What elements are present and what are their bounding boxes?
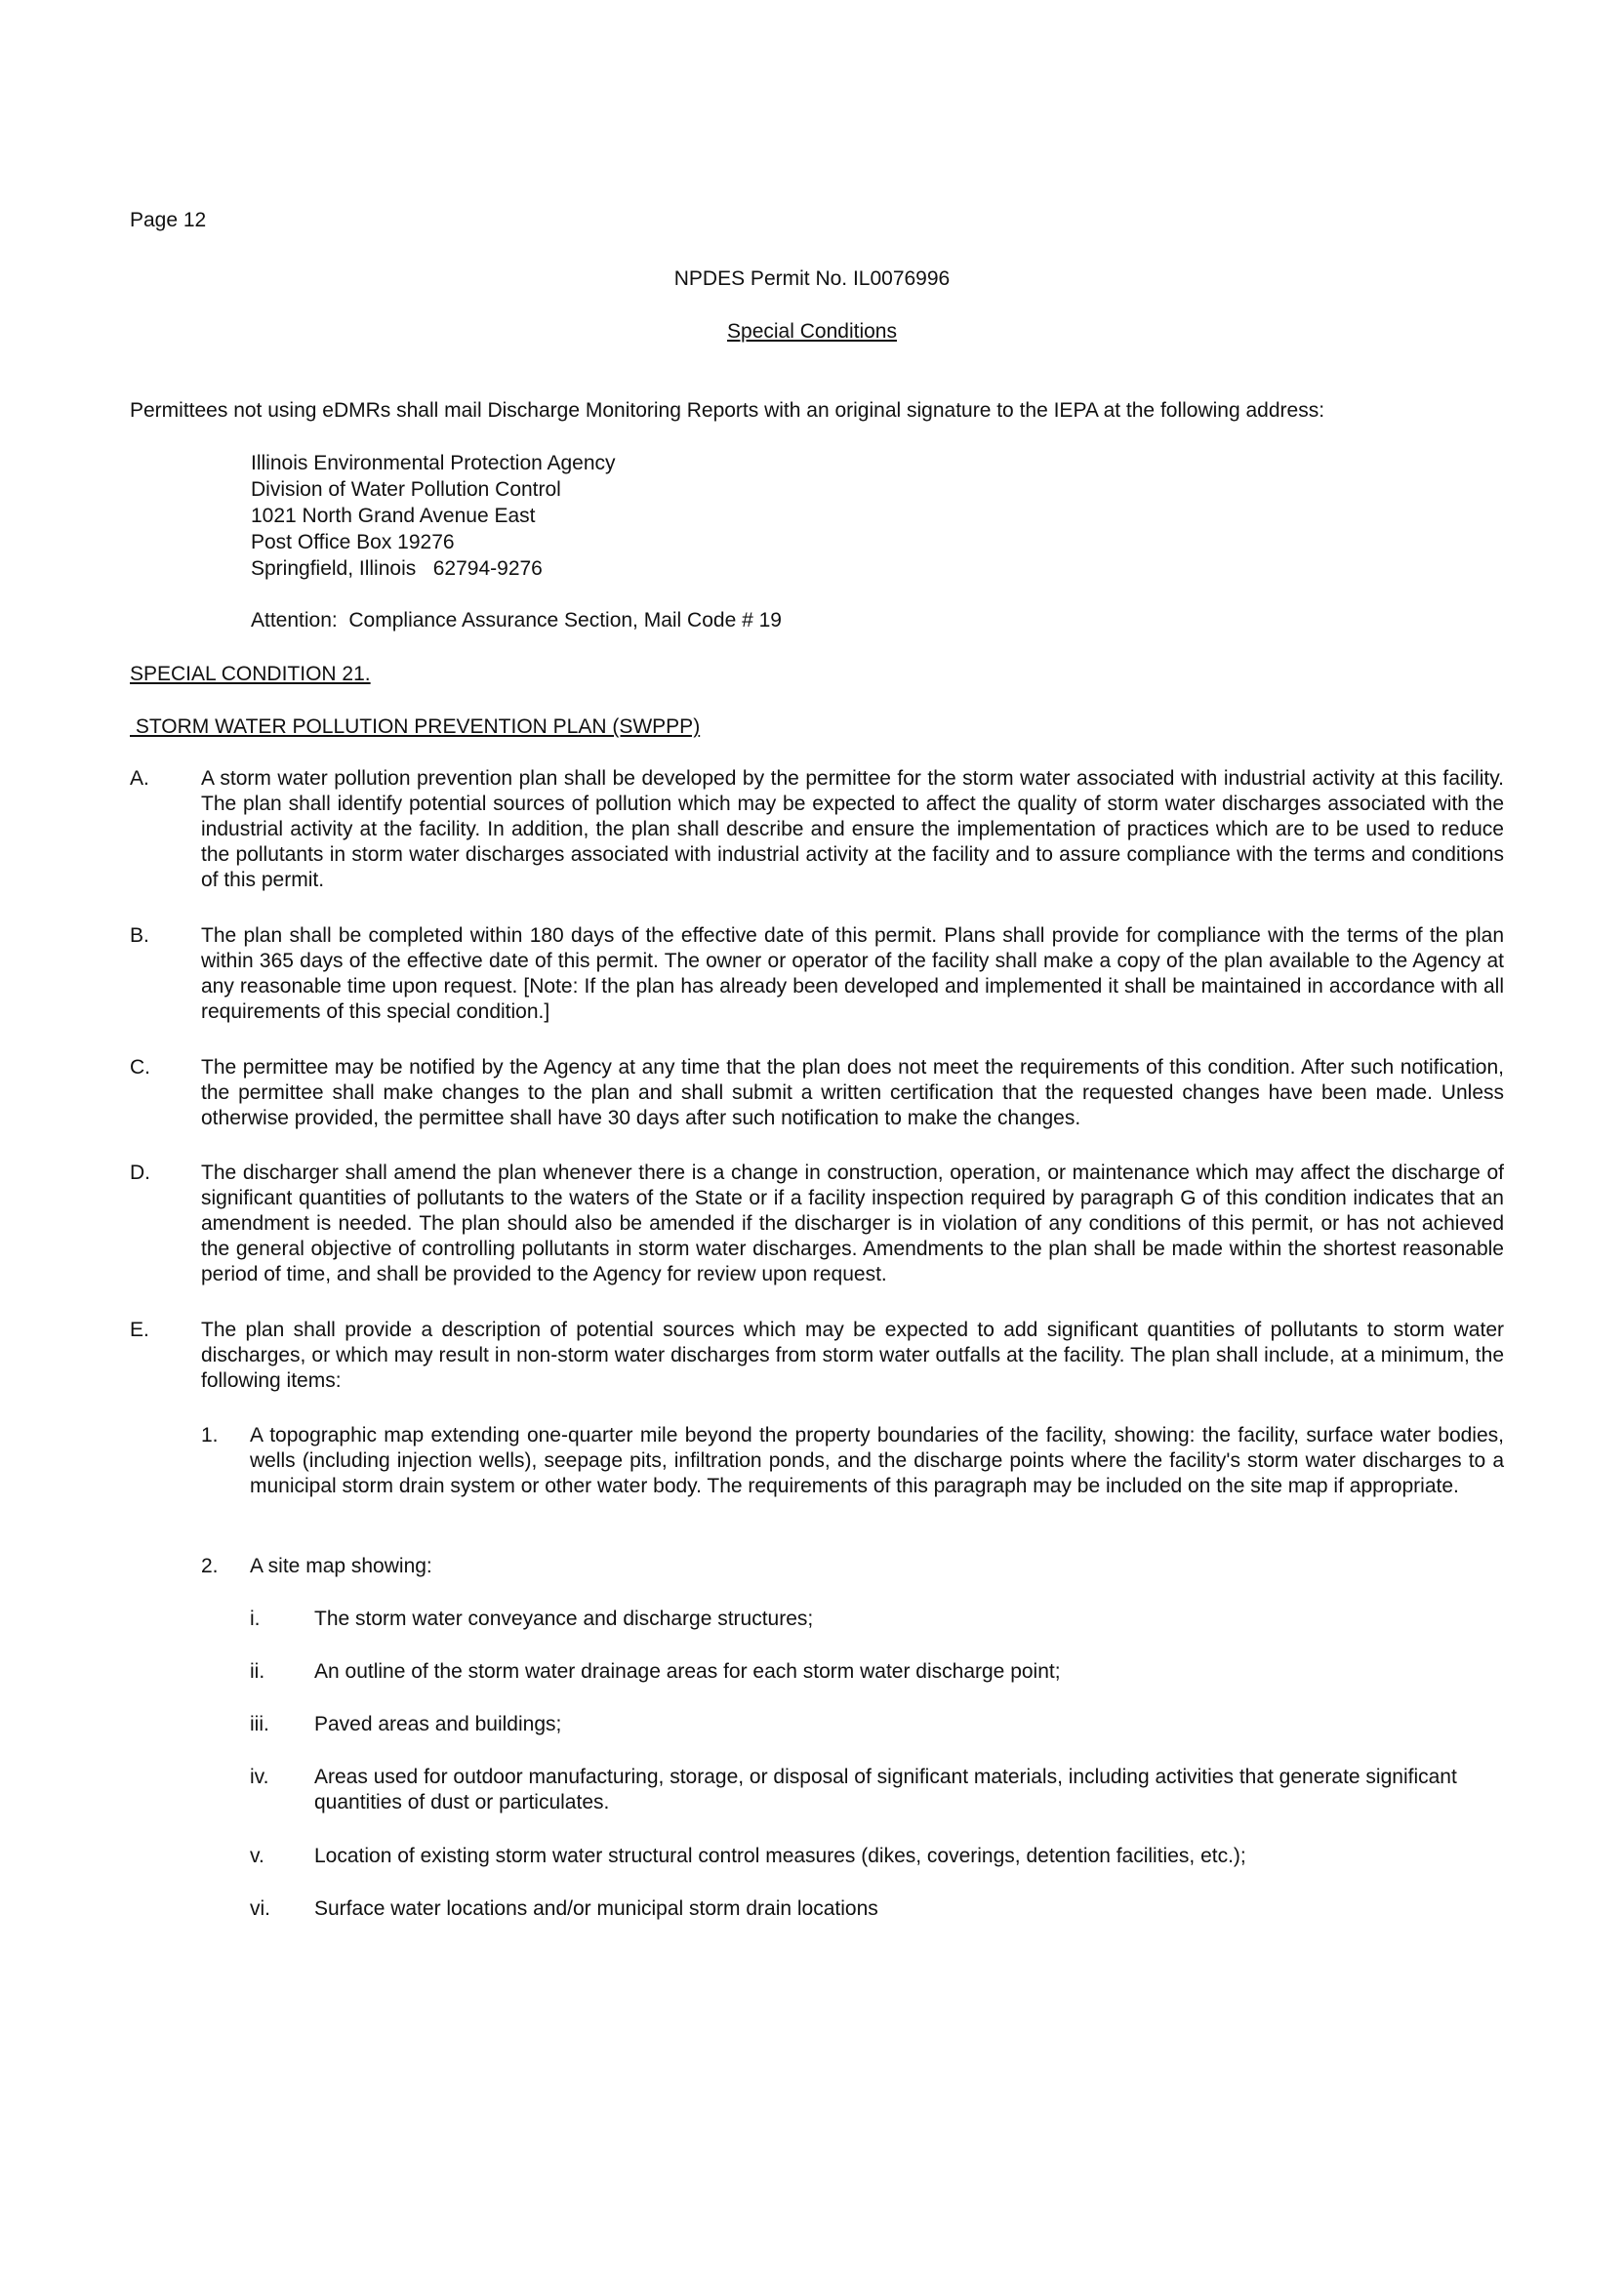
page-number: Page 12 (130, 209, 207, 231)
sub-item-marker: 1. (201, 1424, 219, 1447)
list-item (130, 923, 1504, 1025)
sub-item-text: A site map showing: (250, 1555, 432, 1577)
intro-paragraph: Permittees not using eDMRs shall mail Discharge Monitoring Reports with an original signature to the IEPA at the following address: (130, 399, 1325, 422)
roman-item-text: An outline of the storm water drainage areas for each storm water discharge point; (314, 1660, 1061, 1683)
roman-item-marker: v. (250, 1845, 264, 1867)
list-item (130, 766, 1504, 893)
sub-list-item (201, 1423, 1504, 1499)
list-item (130, 1055, 1504, 1131)
item-marker: A. (130, 767, 149, 790)
item-marker: D. (130, 1161, 150, 1184)
item-text: The plan shall provide a description of potential sources which may be expected to add significant quantities of pollutants to storm water discharges, or which may result in non-storm water discharges from storm water outfalls at the facility. The plan shall include, at a minimum, the following items: (201, 1319, 1504, 1392)
roman-item-marker: ii. (250, 1660, 265, 1683)
item-marker: B. (130, 924, 149, 947)
item-text: A storm water pollution prevention plan shall be developed by the permittee for the storm water associated with industrial activity at this facility. The plan shall identify potential sources of pollution which may be expected to affect the quality of storm water discharges associated with the industrial activity at the facility. In addition, the plan shall describe and ensure the implementation of practices which are to be used to reduce the pollutants in storm water discharges associated with industrial activity at the facility and to assure compliance with the terms and conditions of this permit. (201, 767, 1504, 891)
page-subtitle: Special Conditions (727, 320, 897, 343)
address-line: Division of Water Pollution Control (251, 478, 561, 501)
mailing-address (251, 450, 1129, 582)
roman-item-text: The storm water conveyance and discharge structures; (314, 1608, 814, 1630)
roman-item-text: Location of existing storm water structural control measures (dikes, coverings, detention facilities, etc.); (314, 1845, 1246, 1867)
condition-heading: SPECIAL CONDITION 21. (130, 663, 371, 685)
roman-list-item (250, 1896, 1504, 1922)
roman-item-marker: iii. (250, 1713, 269, 1735)
item-text: The plan shall be completed within 180 days of the effective date of this permit. Plans shall provide for compliance with the terms of the plan within 365 days of the effective date of this permit. The owner or operator of the facility shall make a copy of the plan available to the Agency at any reasonable time upon request. [Note: If the plan has already been developed and implemented it shall be maintained in accordance with all requirements of this special condition.] (201, 924, 1504, 1023)
roman-list-item (250, 1607, 1504, 1632)
address-line: Post Office Box 19276 (251, 531, 455, 553)
roman-item-text: Paved areas and buildings; (314, 1713, 562, 1735)
permit-number: NPDES Permit No. IL0076996 (673, 267, 951, 290)
list-item (130, 1318, 1504, 1394)
roman-item-text: Surface water locations and/or municipal storm drain locations (314, 1897, 878, 1920)
roman-list-item (250, 1765, 1504, 1815)
roman-list-item (250, 1659, 1504, 1685)
roman-list-item (250, 1712, 1504, 1737)
address-line: 1021 North Grand Avenue East (251, 505, 536, 527)
item-marker: E. (130, 1319, 149, 1341)
list-item (130, 1161, 1504, 1287)
sub-item-marker: 2. (201, 1555, 219, 1577)
address-line: Illinois Environmental Protection Agency (251, 452, 616, 474)
address-line: Springfield, Illinois 62794-9276 (251, 557, 543, 580)
sub-list-item (201, 1554, 1504, 1579)
roman-item-marker: vi. (250, 1897, 270, 1920)
item-text: The discharger shall amend the plan whenever there is a change in construction, operation, or maintenance which may affect the discharge of significant quantities of pollutants to the waters of the State or if a facility inspection required by paragraph G of this condition indicates that an amendment is needed. The plan should also be amended if the discharger is in violation of any conditions of this permit, or has not achieved the general objective of controlling pollutants in storm water discharges. Amendments to the plan shall be made within the shortest reasonable period of time, and shall be provided to the Agency for review upon request. (201, 1161, 1504, 1285)
item-text: The permittee may be notified by the Agency at any time that the plan does not meet the requirements of this condition. After such notification, the permittee shall make changes to the plan and shall submit a written certification that the requested changes have been made. Unless otherwise provided, the permittee shall have 30 days after such notification to make the changes. (201, 1056, 1504, 1129)
plan-heading: STORM WATER POLLUTION PREVENTION PLAN (SWPPP) (130, 715, 701, 738)
roman-item-marker: iv. (250, 1766, 269, 1788)
roman-list-item (250, 1844, 1504, 1869)
roman-item-marker: i. (250, 1608, 261, 1630)
sub-item-text: A topographic map extending one-quarter mile beyond the property boundaries of the facility, showing: the facility, surface water bodies, wells (including injection wells), seepage pits, infiltration ponds, and the discharge points where the facility's storm water discharges to a municipal storm drain system or other water body. The requirements of this paragraph may be included on the site map if appropriate. (250, 1424, 1504, 1497)
attention-line: Attention: Compliance Assurance Section, Mail Code # 19 (251, 609, 782, 632)
roman-item-text: Areas used for outdoor manufacturing, storage, or disposal of significant materials, including activities that generate significant quantities of dust or particulates. (314, 1766, 1457, 1813)
item-marker: C. (130, 1056, 150, 1079)
